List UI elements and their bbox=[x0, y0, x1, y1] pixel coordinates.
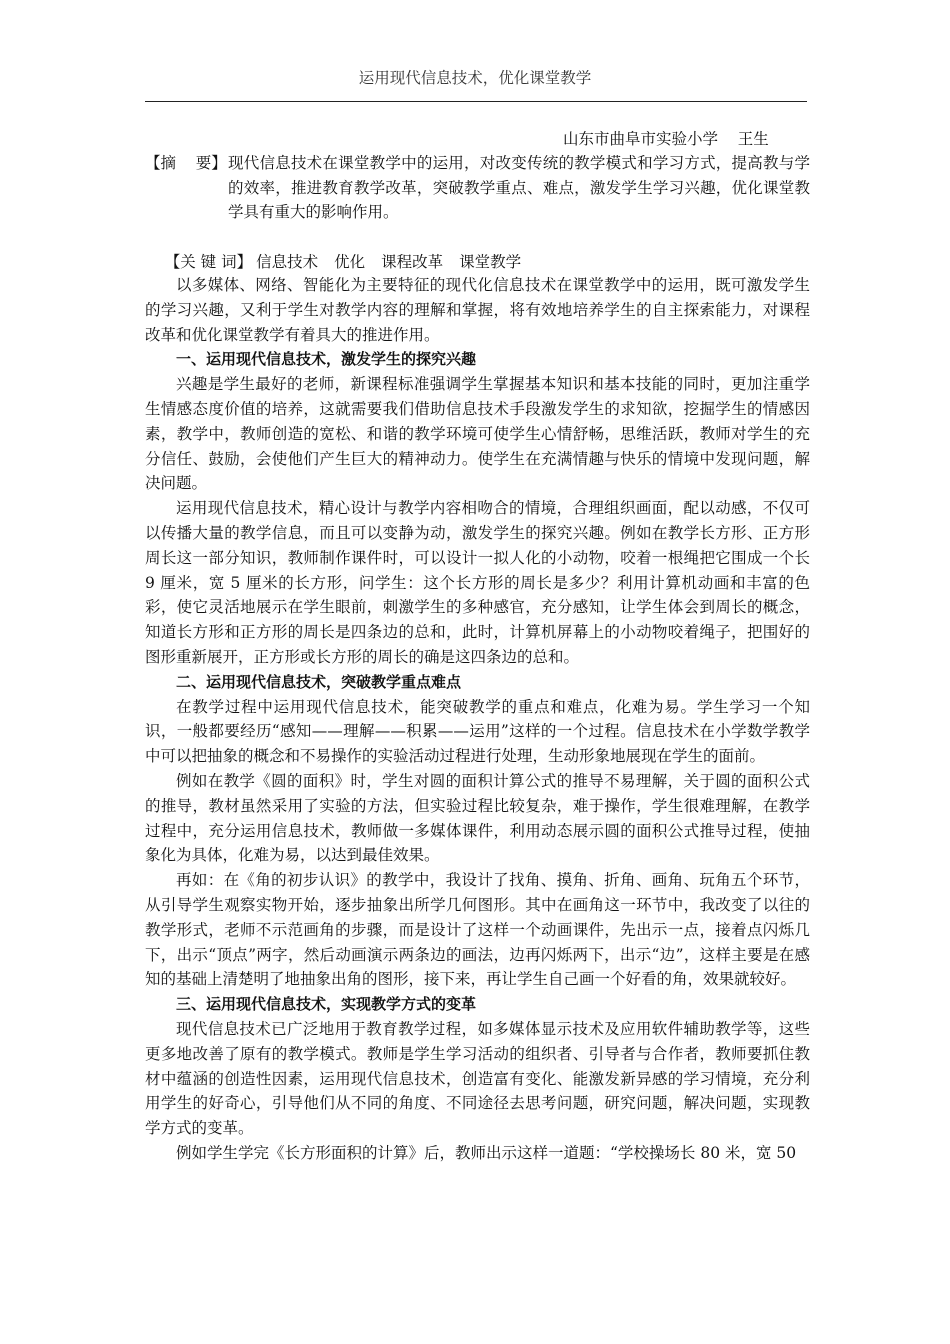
author-line: 山东市曲阜市实验小学 王生 bbox=[563, 130, 769, 148]
keyword-item: 信息技术 bbox=[256, 252, 319, 271]
section-heading: 三、运用现代信息技术，实现教学方式的变革 bbox=[176, 995, 477, 1014]
keyword-item: 优化 bbox=[334, 252, 366, 271]
keywords-label: 【关 键 词】 bbox=[164, 252, 253, 271]
abstract bbox=[145, 151, 810, 225]
paragraph: 运用现代信息技术，精心设计与教学内容相吻合的情境，合理组织画面，配以动感，不仅可以传播大量的教学信息，而且可以变静为动，激发学生的探究兴趣。例如在教学长方形、正方形周长这一部分知识，教师制作课件时，可以设计一拟人化的小动物，咬着一根绳把它围成一个长 9 厘米，宽 5 厘米的长方形，问学生：这个长方形的周长是多少？利用计算机动画和丰富的色彩，使它灵活地展示在学生眼前，刺激学生的多种感官，充分感知，让学生体会到周长的概念，知道长方形和正方形的周长是四条边的总和，此时，计算机屏幕上的小动物咬着绳子，把围好的图形重新展开，正方形或长方形的周长的确是这四条边的总和。 bbox=[145, 499, 810, 666]
abstract-label: 【摘 要】 bbox=[145, 154, 227, 172]
section-heading: 一、运用现代信息技术，激发学生的探究兴趣 bbox=[176, 350, 477, 369]
document-body bbox=[145, 273, 810, 1166]
paragraph: 以多媒体、网络、智能化为主要特征的现代化信息技术在课堂教学中的运用，既可激发学生的学习兴趣，又利于学生对教学内容的理解和掌握，将有效地培养学生的自主探索能力，对课程改革和优化课堂教学有着具大的推进作用。 bbox=[145, 276, 810, 344]
paragraph: 例如学生学完《长方形面积的计算》后，教师出示这样一道题：“学校操场长 80 米，宽 50 bbox=[176, 1143, 797, 1162]
header-divider bbox=[145, 101, 807, 102]
paragraph: 兴趣是学生最好的老师，新课程标准强调学生掌握基本知识和基本技能的同时，更加注重学生情感态度价值的培养，这就需要我们借助信息技术手段激发学生的求知欲，挖掘学生的情感因素，教学中，教师创造的宽松、和谐的教学环境可使学生心情舒畅，思维活跃，教师对学生的充分信任、鼓励，会使他们产生巨大的精神动力。使学生在充满情趣与快乐的情境中发现问题，解决问题。 bbox=[145, 375, 810, 493]
section-heading: 二、运用现代信息技术，突破教学重点难点 bbox=[176, 672, 462, 691]
paragraph: 在教学过程中运用现代信息技术，能突破教学的重点和难点，化难为易。学生学习一个知识，一般都要经历“感知——理解——积累——运用”这样的一个过程。信息技术在小学数学教学中可以把抽象的概念和不易操作的实验活动过程进行处理，生动形象地展现在学生的面前。 bbox=[145, 697, 810, 766]
keyword-item: 课程改革 bbox=[381, 252, 444, 271]
abstract-text: 现代信息技术在课堂教学中的运用，对改变传统的教学模式和学习方式，提高教与学的效率，推进教育教学改革，突破教学重点、难点，激发学生学习兴趣，优化课堂教学具有重大的影响作用。 bbox=[228, 154, 810, 221]
paragraph: 再如：在《角的初步认识》的教学中，我设计了找角、摸角、折角、画角、玩角五个环节，从引导学生观察实物开始，逐步抽象出所学几何图形。其中在画角这一环节中，我改变了以往的教学形式，老师不示范画角的步骤，而是设计了这样一个动画课件，先出示一点，接着点闪烁几下，出示“顶点”两字，然后动画演示两条边的画法，边再闪烁两下，出示“边”，这样主要是在感知的基础上清楚明了地抽象出角的图形，接下来，再让学生自己画一个好看的角，效果就较好。 bbox=[145, 871, 810, 989]
paragraph: 例如在教学《圆的面积》时，学生对圆的面积计算公式的推导不易理解，关于圆的面积公式的推导，教材虽然采用了实验的方法，但实验过程比较复杂，难于操作，学生很难理解，在教学过程中，充分运用信息技术，教师做一多媒体课件，利用动态展示圆的面积公式推导过程，使抽象化为具体，化难为易，以达到最佳效果。 bbox=[145, 771, 810, 865]
page-header-title: 运用现代信息技术，优化课堂教学 bbox=[358, 69, 592, 87]
keyword-item: 课堂教学 bbox=[459, 252, 522, 271]
paragraph: 现代信息技术已广泛地用于教育教学过程，如多媒体显示技术及应用软件辅助教学等，这些更多地改善了原有的教学模式。教师是学生学习活动的组织者、引导者与合作者，教师要抓住教材中蕴涵的创造性因素，运用现代信息技术，创造富有变化、能激发新异感的学习情境，充分利用学生的好奇心，引导他们从不同的角度、不同途径去思考问题，研究问题，解决问题，实现教学方式的变革。 bbox=[145, 1019, 810, 1138]
